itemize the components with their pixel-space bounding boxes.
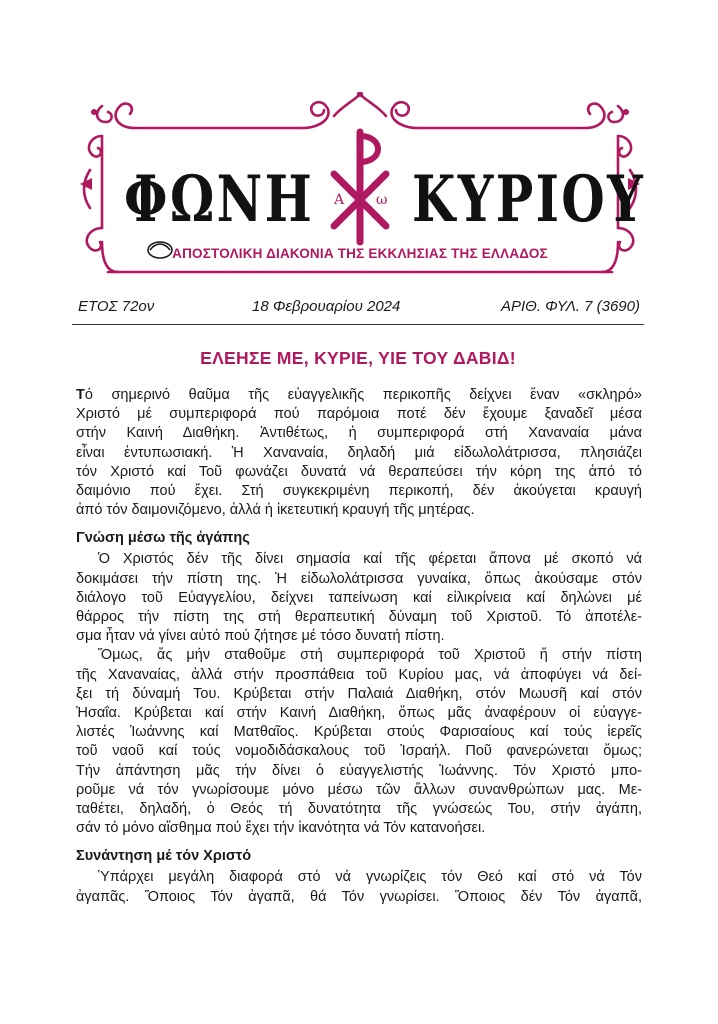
text-line: λιστές Ἰωάννης καί Ματθαῖος. Κρύβεται στούς Φαρισαίους καί τούς ἱερεῖς — [76, 724, 642, 741]
text-line: εἶναι ἐντυπωσιακή. Ἡ Χαναναία, δηλαδή μιά εἰδωλολάτρισσα, πλησιάζει — [76, 444, 642, 461]
text-line: ἀπό τόν δαιμονιζόμενο, ἀλλά ἡ ἱκετευτική κραυγή τῆς μητέρας. — [76, 502, 475, 519]
text-line: θάρρος τήν πίστη της στή θεραπευτική δύναμη τοῦ Χριστοῦ. Τό ἀποτέλε- — [76, 609, 642, 626]
masthead — [72, 92, 648, 280]
issue-number: ΑΡΙΘ. ΦΥΛ. 7 (3690) — [500, 298, 640, 315]
text-line: Τό σημερινό θαῦμα τῆς εὐαγγελικῆς περικοπῆς δείχνει ἕναν «σκληρό» — [76, 387, 642, 403]
section2-paragraph1 — [76, 868, 642, 906]
chi-rho-icon — [334, 132, 386, 242]
text-line: Ὑπάρχει μεγάλη διαφορά στό νά γνωρίζεις τόν Θεό καί στό νά Τόν — [98, 869, 642, 886]
masthead-subtitle: ΑΠΟΣΤΟΛΙΚΗ ΔΙΑΚΟΝΙΑ ΤΗΣ ΕΚΚΛΗΣΙΑΣ ΤΗΣ ΕΛΛΑΔΟΣ — [172, 246, 548, 261]
section-title: Γνώση μέσω τῆς ἀγάπης — [76, 530, 250, 547]
divider — [72, 324, 644, 325]
text-line: τοῦ ναοῦ καί τούς νομοδιδάσκαλους τοῦ Ἰσραήλ. Ποῦ φανερώνεται ὅμως; — [76, 743, 642, 760]
text-line: ξει τή δύναμή Του. Κρύβεται στήν Παλαιά Διαθήκη, στόν Μωυσῆ καί στόν — [76, 685, 642, 702]
text-line: Ὁ Χριστός δέν τῆς δίνει σημασία καί τῆς φέρεται ἄπονα μέ σκοπό νά — [98, 551, 642, 568]
text-line: Χριστό μέ συμπεριφορά πού παρόμοια ποτέ δέν ἔχουμε ξαναδεῖ μέσα — [76, 406, 642, 423]
intro-paragraph — [76, 386, 642, 520]
alpha-letter: Α — [334, 192, 345, 208]
text-line: ἀγαπᾶς. Ὅποιος Τόν ἀγαπᾶ, θά Τόν γνωρίσει. Ὅποιος δέν Τόν ἀγαπᾶ, — [76, 888, 642, 905]
text-line: δοκιμάσει τήν πίστη της. Ἡ εἰδωλολάτρισσα γυναίκα, ὅπως ἀκούσαμε στόν — [76, 570, 642, 587]
section-title: Συνάντηση μέ τόν Χριστό — [76, 848, 252, 865]
text-line: δαιμόνιο πού ἔχει. Στή συγκεκριμένη περικοπή, δέν ἀκούγεται κραυγή — [76, 483, 642, 500]
text-line: στήν Καινή Διαθήκη. Ἀντιθέτως, ἡ συμπεριφορά στή Χαναναία μάνα — [76, 425, 642, 442]
issue-date: 18 Φεβρουαρίου 2024 — [252, 298, 401, 315]
text-line: τῆς Χαναναίας, ἀλλά στήν προσπάθεια τοῦ Κυρίου μας, νά ἀποφύγει νά δεί- — [76, 666, 642, 683]
masthead-title-right: ΚΥΡΙΟΥ — [412, 162, 646, 237]
masthead-title-left: ΦΩΝΗ — [124, 162, 315, 237]
text-line: ροῦμε νά τόν γνωρίσουμε μόνο μέσω τῶν ἄλλων συνανθρώπων μας. Με- — [76, 781, 642, 798]
text-line: σάν τό μόνο αἴσθημα πού ἔχει τήν ἱκανότητα νά Τόν κατανοήσει. — [76, 820, 486, 837]
issue-year: ΕΤΟΣ 72ον — [78, 298, 155, 315]
text-line: σμα ἦταν νά γίνει αὐτό πού ζήτησε μέ τόσο δυνατή πίστη. — [76, 628, 445, 645]
omega-letter: ω — [376, 192, 388, 208]
text-line: διάλογο τοῦ Εὐαγγελίου, δείχνει ταπείνωση καί εἰλικρίνεια καί δηλώνει μέ — [76, 589, 642, 606]
drop-cap: Τ — [76, 387, 85, 403]
section1-paragraph2 — [76, 646, 642, 838]
text-line: τόν Χριστό καί Τοῦ φωνάζει δυνατά νά θεραπεύσει τήν κόρη της ἀπό τό — [76, 463, 642, 480]
text-line: Ὅμως, ἄς μήν σταθοῦμε στή συμπεριφορά τοῦ Χριστοῦ ἤ στήν πίστη — [98, 647, 642, 664]
article-body — [76, 386, 642, 907]
text-line: Ἠσαΐα. Κρύβεται καί στήν Καινή Διαθήκη, ὅπως μᾶς ἀναφέρουν οἱ εὐαγγε- — [76, 705, 642, 722]
text-line: ταθέτει, δηλαδή, ὁ Θεός τή δυνατότητα τῆς γνώσεώς Του, στήν ἀγάπη, — [76, 801, 642, 818]
text-line: Τήν ἀπάντηση μᾶς τήν δίνει ὁ εὐαγγελιστής Ἰωάννης. Τόν Χριστό μπο- — [76, 762, 642, 779]
article-headline: ΕΛΕΗΣΕ ΜΕ, ΚΥΡΙΕ, ΥΙΕ ΤΟΥ ΔΑΒΙΔ! — [200, 348, 516, 368]
section1-paragraph1 — [76, 550, 642, 646]
issue-info — [72, 298, 644, 318]
